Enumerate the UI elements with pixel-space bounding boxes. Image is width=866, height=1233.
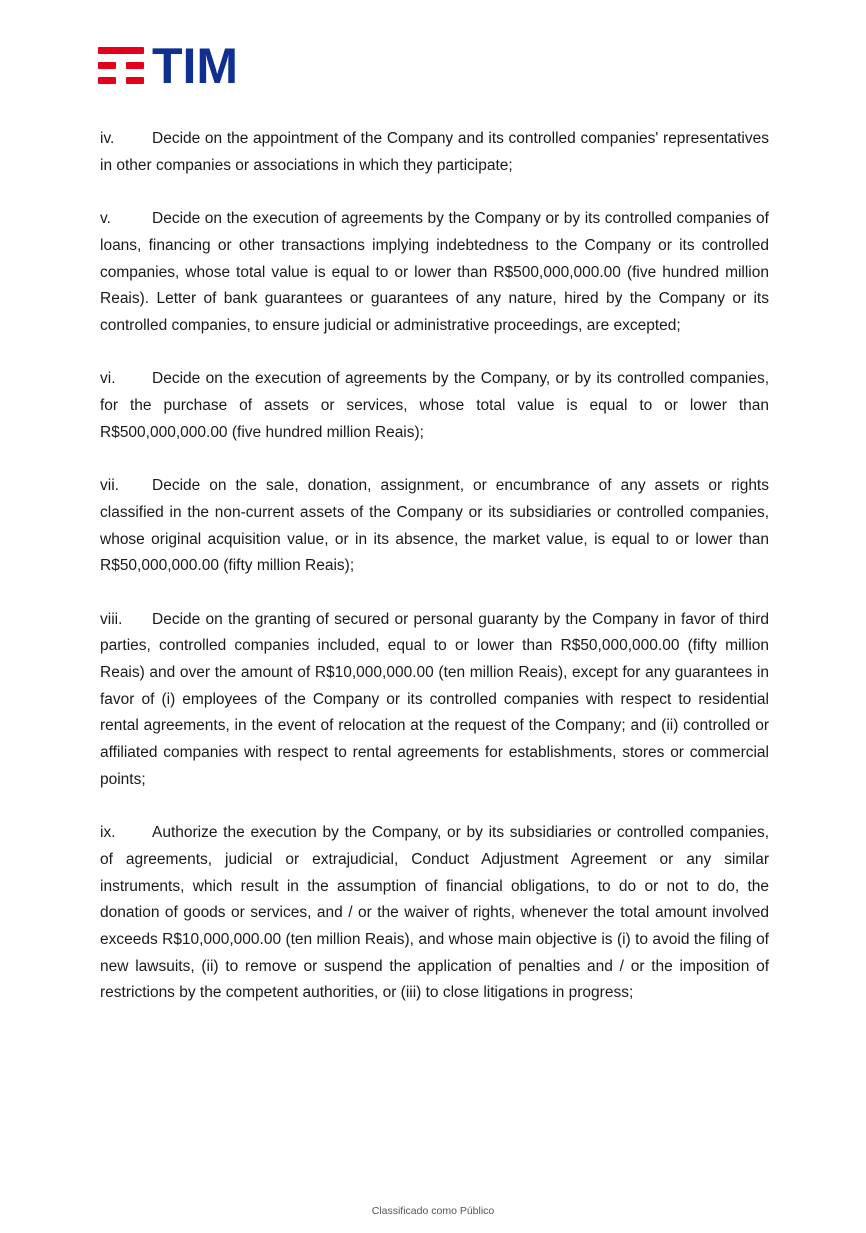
classification-footer: Classificado como Público: [371, 1205, 495, 1217]
clause-v: [100, 206, 769, 340]
clause-number: ix.: [100, 824, 116, 842]
clause-text: Authorize the execution by the Company, or by its subsidiaries or controlled companies, of agreements, judicial or extrajudicial, Conduct Adjustment Agreement or any similar instruments, which result in the assumption of financial obligations, to do or not to do, the donation of goods or services, and / or the waiver of rights, whenever the total amount involved exceeds R$10,000,000.00 (ten million Reais), and whose main objective is (i) to avoid the filing of new lawsuits, (ii) to remove or suspend the application of penalties and / or the imposition of restrictions by the competent authorities, or (iii) to close litigations in progress;: [100, 824, 769, 1002]
clause-text: Decide on the sale, donation, assignment, or encumbrance of any assets or rights classified in the non-current assets of the Company or its subsidiaries or controlled companies, whose original acquisition value, or in its absence, the market value, is equal to or lower than R$50,000,000.00 (fifty million Reais);: [100, 477, 769, 575]
document-body: [100, 126, 769, 1034]
clause-text: Decide on the granting of secured or personal guaranty by the Company in favor of third parties, controlled companies included, equal to or lower than R$50,000,000.00 (fifty million Reais) and over the amount of R$10,000,000.00 (ten million Reais), except for any guarantees in favor of (i) employees of the Company or its controlled companies with respect to residential rental agreements, in the event of relocation at the request of the Company; and (ii) controlled or affiliated companies with respect to rental agreements for establishments, stores or commercial points;: [100, 610, 769, 788]
clause-text: Decide on the execution of agreements by the Company, or by its controlled companies, for the purchase of assets or services, whose total value is equal to or lower than R$500,000,000.00 (five hundred million Reais);: [100, 370, 769, 441]
clause-number: v.: [100, 210, 111, 228]
clause-number: iv.: [100, 130, 115, 147]
clause-number: vii.: [100, 477, 119, 495]
clause-text: Decide on the execution of agreements by the Company or by its controlled companies of loans, financing or other transactions implying indebtedness to the Company or its controlled companies, whose total value is equal to or lower than R$500,000,000.00 (five hundred million Reais). Letter of bank guarantees or guarantees of any nature, hired by the Company or its controlled companies, to ensure judicial or administrative proceedings, are excepted;: [100, 210, 769, 334]
tim-logo-icon: [98, 46, 144, 86]
clause-vi: [100, 366, 769, 446]
clause-ix: [100, 820, 769, 1007]
company-logo: [98, 38, 239, 94]
clause-number: vi.: [100, 370, 116, 388]
clause-viii: [100, 607, 769, 794]
clause-iv: [100, 126, 769, 179]
logo-text: TIM: [152, 38, 239, 94]
clause-text: Decide on the appointment of the Company and its controlled companies' representatives in other companies or associations in which they participate;: [100, 130, 769, 174]
clause-vii: [100, 473, 769, 580]
clause-number: viii.: [100, 610, 123, 628]
